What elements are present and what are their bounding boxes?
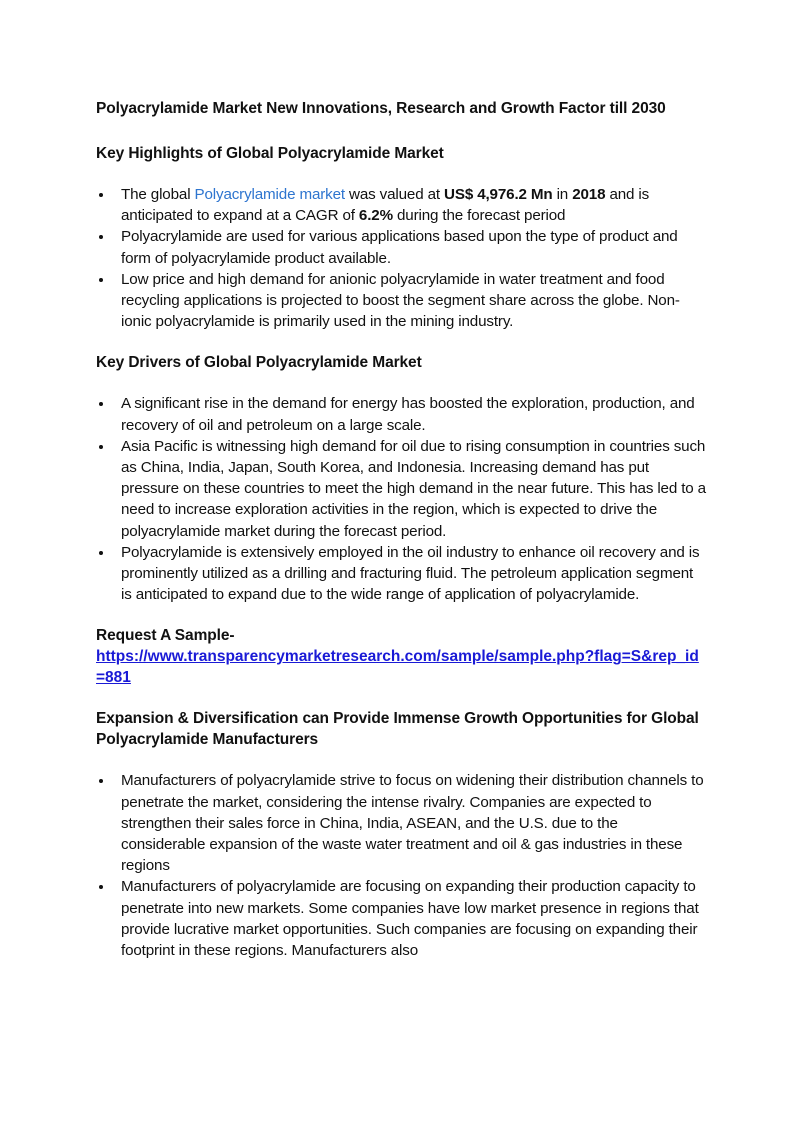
list-item: A significant rise in the demand for energy has boosted the exploration, production, and recovery of oil and petroleum on a large scale.	[96, 393, 706, 435]
text-span: The global	[121, 186, 195, 203]
drivers-heading: Key Drivers of Global Polyacrylamide Market	[96, 354, 422, 372]
page-title: Polyacrylamide Market New Innovations, Research and Growth Factor till 2030	[96, 100, 666, 117]
list-item: Manufacturers of polyacrylamide strive to focus on widening their distribution channels to penetrate the market, considering the intense rivalry. Companies are expected to strengthen their sales force in China, India, ASEAN, and the U.S. due to the considerable expansion of the waste water treatment and oil & gas industries in these regions	[96, 770, 706, 876]
market-value: US$ 4,976.2 Mn	[444, 186, 553, 203]
list-item: Manufacturers of polyacrylamide are focusing on expanding their production capacity to penetrate into new markets. Some companies have low market presence in regions that provide lucrative market opportunities. Such companies are focusing on expanding their footprint in these regions. Manufacturers also	[96, 876, 706, 961]
highlights-list	[96, 184, 706, 332]
list-item: Polyacrylamide are used for various applications based upon the type of product and form of polyacrylamide product available.	[96, 226, 706, 268]
expansion-list	[96, 770, 706, 961]
list-item	[96, 184, 706, 226]
document-page	[96, 98, 706, 981]
polyacrylamide-market-link[interactable]: Polyacrylamide market	[194, 186, 345, 203]
text-span: during the forecast period	[392, 207, 566, 225]
text-span: and is anticipated to expand at a CAGR of	[121, 186, 650, 225]
drivers-list	[96, 393, 706, 605]
text-span: in	[552, 186, 573, 203]
list-item: Low price and high demand for anionic polyacrylamide in water treatment and food recycling applications is projected to boost the segment share across the globe. Non-ionic polyacrylamide is primarily used in the mining industry.	[96, 269, 706, 333]
base-year: 2018	[572, 186, 606, 203]
list-item: Polyacrylamide is extensively employed in the oil industry to enhance oil recovery and is prominently utilized as a drilling and fracturing fluid. The petroleum application segment is anticipated to expand due to the wide range of application of polyacrylamide.	[96, 542, 706, 606]
text-span: was valued at	[344, 186, 445, 203]
cagr-value: 6.2%	[358, 207, 393, 225]
request-sample-link[interactable]: https://www.transparencymarketresearch.com/sample/sample.php?flag=S&rep_id=881	[96, 648, 699, 687]
request-sample-label: Request A Sample-	[96, 627, 235, 645]
list-item: Asia Pacific is witnessing high demand for oil due to rising consumption in countries such as China, India, Japan, South Korea, and Indonesia. Increasing demand has put pressure on these countries to meet the high demand in the near future. This has led to a need to increase exploration activities in the region, which is expected to drive the polyacrylamide market during the forecast period.	[96, 436, 706, 542]
highlights-heading: Key Highlights of Global Polyacrylamide Market	[96, 145, 444, 162]
expansion-heading: Expansion & Diversification can Provide Immense Growth Opportunities for Global Polyacrylamide Manufacturers	[96, 710, 699, 749]
